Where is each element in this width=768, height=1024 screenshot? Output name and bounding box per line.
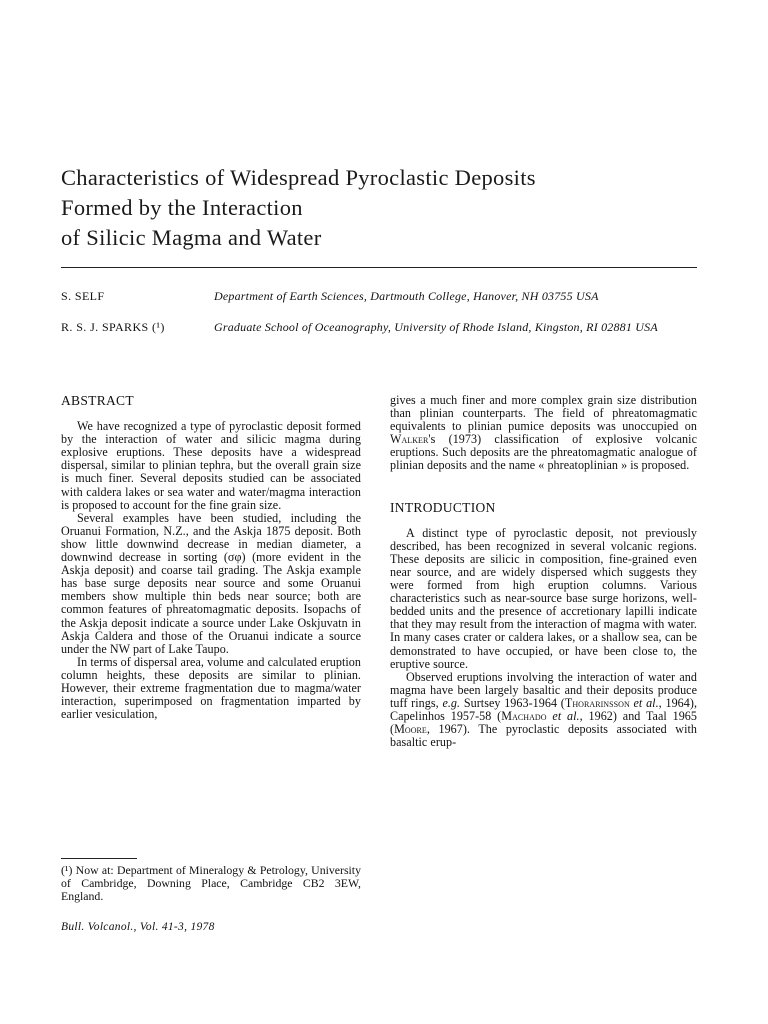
title-line-2: Formed by the Interaction [61, 195, 303, 220]
footnote: (¹) Now at: Department of Mineralogy & Petrology, University of Cambridge, Downing Place, Cambridge CB2 3EW, England. [61, 863, 361, 904]
abstract-paragraph-3: In terms of dispersal area, volume and calculated eruption column heights, these deposits are similar to plinian. However, their extreme fragmentation due to magma/water interaction, superimposed on fragmentation imparted by earlier vesiculation, [61, 654, 361, 722]
intro-p2-etal-2: et al. [546, 708, 580, 723]
intro-p2-eg: e.g. [442, 695, 461, 710]
abstract-paragraph-1: We have recognized a type of pyroclastic deposit formed by the interaction of water and silicic magma during explosive eruptions. These deposits have a widespread dispersal, similar to plinian tephra, but the overall grain size is much finer. Several deposits studied can be associated with caldera lakes or sea water and water/magma interaction is proposed to account for the fine grain size. [61, 419, 361, 512]
title-divider [61, 267, 697, 268]
journal-citation: Bull. Volcanol., Vol. 41-3, 1978 [61, 921, 215, 933]
intro-p2-text-b: Surtsey 1963-1964 ( [460, 695, 565, 710]
abstract-paragraph-4 [390, 394, 697, 473]
author-name-1: S. SELF [61, 289, 105, 303]
paper-title [61, 163, 721, 253]
introduction-paragraph-2 [390, 671, 697, 750]
reference-walker: Walker [390, 432, 429, 447]
author-affiliation-1: Department of Earth Sciences, Dartmouth College, Hanover, NH 03755 USA [214, 289, 599, 303]
right-column [390, 394, 697, 749]
title-line-1: Characteristics of Widespread Pyroclastic Deposits [61, 165, 536, 190]
abstract-heading: ABSTRACT [61, 393, 134, 408]
footnote-divider [61, 858, 137, 859]
title-line-3: of Silicic Magma and Water [61, 225, 322, 250]
author-affiliation-2: Graduate School of Oceanography, University of Rhode Island, Kingston, RI 02881 USA [214, 320, 658, 334]
reference-moore: Moore [394, 722, 427, 737]
intro-p2-text-d: , 1962) and Taal 1965 ( [390, 708, 697, 737]
author-name-2: R. S. J. SPARKS (¹) [61, 320, 165, 334]
introduction-heading: INTRODUCTION [390, 499, 496, 515]
intro-p2-text-c: , 1964), Capelinhos 1957-58 ( [390, 695, 698, 723]
reference-thorarinsson: Thorarinsson [564, 695, 630, 710]
abstract-paragraph-2: Several examples have been studied, including the Oruanui Formation, N.Z., and the Askja 1875 deposit. Both show little downwind decrease in median diameter, a downwind decrease in sorting (σφ) (more evident in the Askja deposit) and coarse tail grading. The Askja example has base surge deposits near source and some Oruanui members show multiple thin beds near source; both are common features of phreatomagmatic deposits. Isopachs of the Askja deposit indicate a source under Lake Oskjuvatn in Askja Caldera and those of the Oruanui indicate a source under the NW part of Lake Taupo. [61, 510, 361, 656]
intro-p2-etal-1: et al. [629, 695, 659, 710]
introduction-paragraph-1: A distinct type of pyroclastic deposit, not previously described, has been recognized in several volcanic regions. These deposits are silicic in composition, fine-grained even near source, and are widely dispersed which suggests they were formed from high eruption columns. Various characteristics such as near-source base surge horizons, well-bedded units and the presence of accretionary lapilli indicate that they may result from the interaction of magma with water. In many cases crater or caldera lakes, or a shallow sea, can be demonstrated to have occupied, or have been close to, the eruptive source. [390, 525, 697, 671]
intro-p2-text-e: , 1967). The pyroclastic deposits associated with basaltic erup- [390, 722, 697, 750]
reference-machado: Machado [501, 708, 547, 723]
left-column [61, 394, 361, 721]
abstract-p4-text-b: 's (1973) classification of explosive volcanic eruptions. Such deposits are the phreatomagmatic analogue of plinian deposits and the name « phreatoplinian » is proposed. [390, 432, 697, 473]
intro-p2-text-a: Observed eruptions involving the interaction of water and magma have been largely basaltic and their deposits produce tuff rings, [390, 669, 697, 710]
abstract-p4-text-a: gives a much finer and more complex grain size distribution than plinian counterparts. The field of phreatomagmatic equivalents to plinian pumice deposits was unoccupied on [390, 393, 697, 434]
